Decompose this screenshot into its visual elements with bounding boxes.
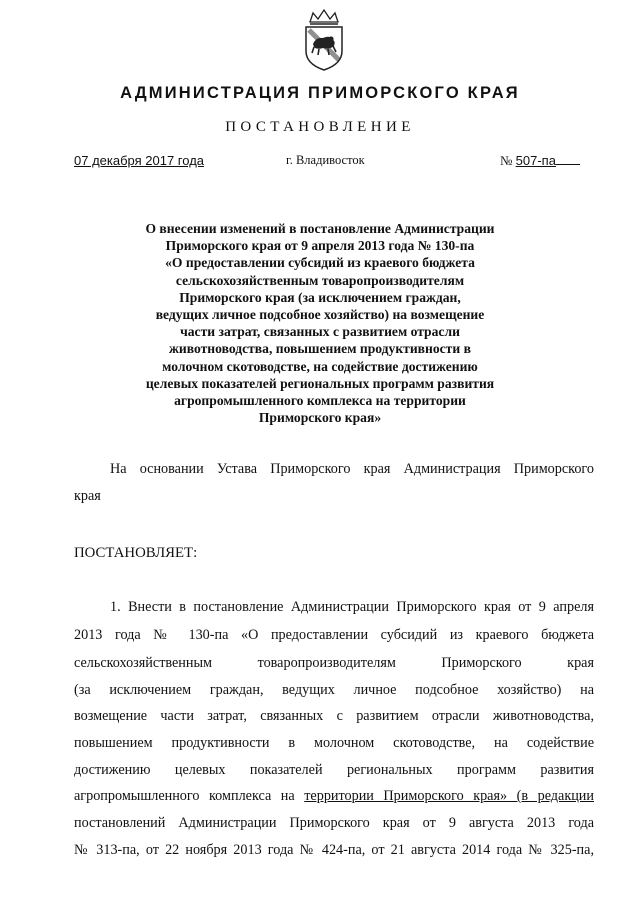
title-line: Приморского края от 9 апреля 2013 года № 130-па [165, 238, 475, 254]
coat-of-arms-icon [301, 8, 347, 72]
basis-paragraph-line: На основании Устава Приморского края Администрация Приморского [110, 461, 594, 477]
document-date: 07 декабря 2017 года [74, 153, 205, 168]
document-type: ПОСТАНОВЛЕНИЕ [225, 119, 415, 135]
item1-line: (за исключением граждан, ведущих личное подсобное хозяйство) на [74, 682, 594, 698]
title-line: животноводства, повышением продуктивности в [169, 341, 471, 357]
title-line: целевых показателей региональных программ развития [145, 375, 495, 391]
item1-line: повышением продуктивности в молочном скотоводстве, на содействие [74, 735, 594, 751]
item1-line: достижению целевых показателей региональных программ развития [74, 762, 594, 778]
basis-paragraph-line: края [74, 488, 101, 504]
title-line: Приморского края (за исключением граждан, [179, 289, 461, 305]
item1-line: возмещение части затрат, связанных с развитием отрасли животноводства, [74, 708, 594, 724]
document-title [90, 220, 550, 426]
organization-name: АДМИНИСТРАЦИЯ ПРИМОРСКОГО КРАЯ [120, 84, 520, 102]
title-line: ведущих личное подсобное хозяйство) на возмещение [155, 307, 485, 323]
title-line: Приморского края» [258, 410, 382, 426]
document-city: г. Владивосток [286, 153, 365, 167]
item1-line: постановлений Администрации Приморского края от 9 августа 2013 года [74, 815, 594, 831]
title-line: сельскохозяйственным товаропроизводителям [175, 272, 465, 288]
item1-line: 1. Внести в постановление Администрации Приморского края от 9 апреля [110, 599, 594, 615]
item1-line: агропромышленного комплекса на территории Приморского края» (в редакции [74, 788, 594, 804]
title-line: «О предоставлении субсидий из краевого бюджета [165, 255, 475, 271]
title-line: части затрат, связанных с развитием отрасли [180, 324, 460, 340]
item1-line: 2013 года № 130-па «О предоставлении субсидий из краевого бюджета [74, 627, 594, 643]
title-line: агропромышленного комплекса на территории [174, 393, 466, 409]
document-number: № 507-па [500, 153, 580, 169]
item1-line: № 313-па, от 22 ноября 2013 года № 424-па, от 21 августа 2014 года № 325-па, [74, 842, 594, 858]
title-line: О внесении изменений в постановление Администрации [145, 221, 495, 236]
underlined-text: территории Приморского края» (в редакции [304, 788, 594, 804]
decree-heading: ПОСТАНОВЛЯЕТ: [74, 545, 198, 561]
item1-line: сельскохозяйственным товаропроизводителям Приморского края [74, 655, 594, 671]
title-line: молочном скотоводстве, на содействие достижению [162, 358, 478, 374]
